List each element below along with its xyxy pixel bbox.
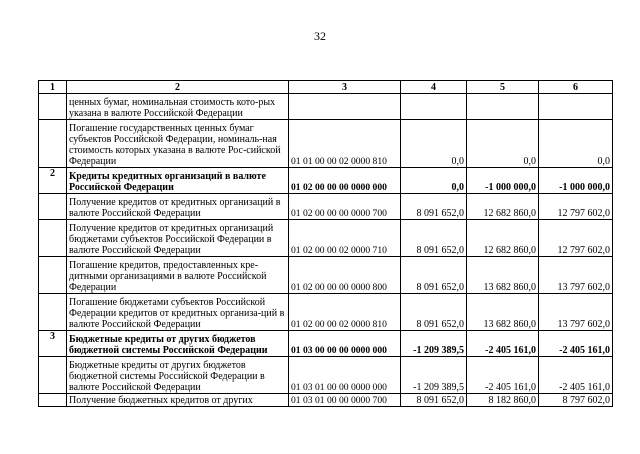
row-name: Получение бюджетных кредитов от других: [67, 394, 289, 407]
row-value-6: 13 797 602,0: [539, 257, 613, 294]
col-header-2: 2: [67, 81, 289, 94]
row-number: 2: [39, 168, 67, 194]
row-value-4: 8 091 652,0: [401, 294, 467, 331]
row-value-5: 0,0: [467, 120, 539, 168]
row-name: Кредиты кредитных организаций в валюте Российской Федерации: [67, 168, 289, 194]
col-header-6: 6: [539, 81, 613, 94]
row-code: 01 02 00 00 00 0000 800: [289, 257, 401, 294]
row-name: Получение кредитов от кредитных организаций в валюте Российской Федерации: [67, 194, 289, 220]
col-header-3: 3: [289, 81, 401, 94]
row-number: [39, 294, 67, 331]
row-value-4: 8 091 652,0: [401, 394, 467, 407]
table-row: [39, 194, 613, 220]
row-value-5: -2 405 161,0: [467, 357, 539, 394]
table-row: [39, 257, 613, 294]
row-name: Погашение бюджетами субъектов Российской Федерации кредитов от кредитных организа-ций в валюте Российской Федерации: [67, 294, 289, 331]
row-code: 01 03 00 00 00 0000 000: [289, 331, 401, 357]
row-value-4: 8 091 652,0: [401, 257, 467, 294]
table-row: [39, 294, 613, 331]
row-number: [39, 394, 67, 407]
row-value-4: 0,0: [401, 120, 467, 168]
row-value-4: 8 091 652,0: [401, 220, 467, 257]
row-number: [39, 257, 67, 294]
row-code: 01 02 00 00 00 0000 000: [289, 168, 401, 194]
row-name: Бюджетные кредиты от других бюджетов бюджетной системы Российской Федерации в валюте Российской Федерации: [67, 357, 289, 394]
row-value-6: 12 797 602,0: [539, 194, 613, 220]
row-code: 01 03 01 00 00 0000 000: [289, 357, 401, 394]
row-name: Погашение государственных ценных бумаг субъектов Российской Федерации, номиналь-ная стоимость которых указана в валюте Рос-сийской Федерации: [67, 120, 289, 168]
row-value-6: -1 000 000,0: [539, 168, 613, 194]
table-row: [39, 394, 613, 407]
row-value-6: -2 405 161,0: [539, 357, 613, 394]
row-code: 01 02 00 00 02 0000 810: [289, 294, 401, 331]
sources-financing-table: [38, 80, 613, 407]
row-code: 01 03 01 00 00 0000 700: [289, 394, 401, 407]
row-number: [39, 194, 67, 220]
row-value-5: [467, 94, 539, 120]
row-value-4: [401, 94, 467, 120]
row-value-4: 8 091 652,0: [401, 194, 467, 220]
row-name: Погашение кредитов, предоставленных кре-дитными организациями в валюте Российской Федерации: [67, 257, 289, 294]
row-value-5: 13 682 860,0: [467, 257, 539, 294]
row-code: 01 02 00 00 00 0000 700: [289, 194, 401, 220]
row-number: [39, 94, 67, 120]
row-name: ценных бумаг, номинальная стоимость кото-рых указана в валюте Российской Федерации: [67, 94, 289, 120]
row-name: Бюджетные кредиты от других бюджетов бюджетной системы Российской Федерации: [67, 331, 289, 357]
table-row: [39, 331, 613, 357]
row-value-6: [539, 94, 613, 120]
row-code: [289, 94, 401, 120]
row-value-5: 12 682 860,0: [467, 220, 539, 257]
page-number: 32: [314, 29, 326, 43]
row-code: 01 01 00 00 02 0000 810: [289, 120, 401, 168]
row-value-4: -1 209 389,5: [401, 357, 467, 394]
row-value-5: -1 000 000,0: [467, 168, 539, 194]
row-name: Получение кредитов от кредитных организаций бюджетами субъектов Российской Федерации в валюте Российской Федерации: [67, 220, 289, 257]
row-value-6: 13 797 602,0: [539, 294, 613, 331]
row-number: 3: [39, 331, 67, 357]
row-number: [39, 220, 67, 257]
row-value-5: 12 682 860,0: [467, 194, 539, 220]
row-number: [39, 357, 67, 394]
table-header-row: [39, 81, 613, 94]
col-header-4: 4: [401, 81, 467, 94]
col-header-5: 5: [467, 81, 539, 94]
table-row: [39, 94, 613, 120]
table-row: [39, 357, 613, 394]
row-value-5: 13 682 860,0: [467, 294, 539, 331]
row-value-5: 8 182 860,0: [467, 394, 539, 407]
table-row: [39, 168, 613, 194]
row-code: 01 02 00 00 02 0000 710: [289, 220, 401, 257]
table-row: [39, 220, 613, 257]
row-value-6: 8 797 602,0: [539, 394, 613, 407]
row-value-6: 0,0: [539, 120, 613, 168]
row-value-6: -2 405 161,0: [539, 331, 613, 357]
col-header-1: 1: [39, 81, 67, 94]
row-value-4: 0,0: [401, 168, 467, 194]
row-value-5: -2 405 161,0: [467, 331, 539, 357]
row-value-4: -1 209 389,5: [401, 331, 467, 357]
row-number: [39, 120, 67, 168]
row-value-6: 12 797 602,0: [539, 220, 613, 257]
table-row: [39, 120, 613, 168]
